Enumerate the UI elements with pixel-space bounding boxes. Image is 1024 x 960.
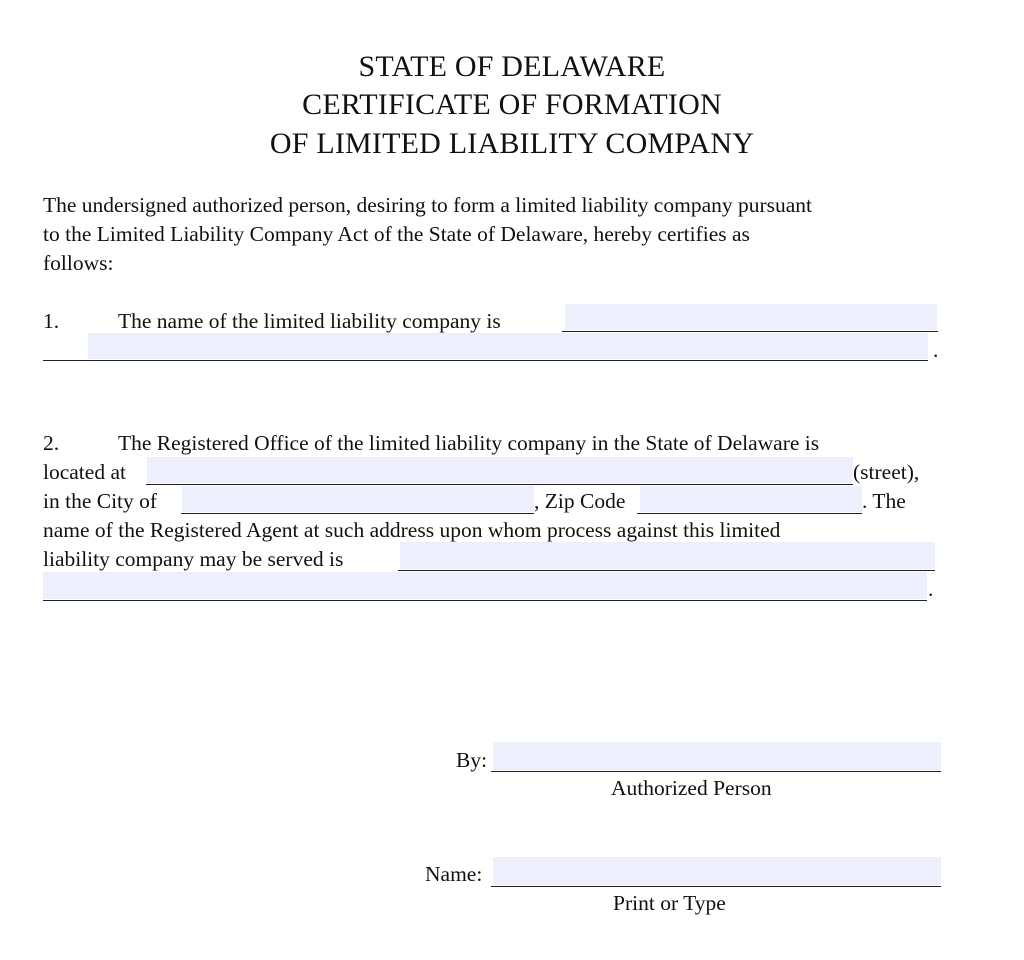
intro-line-2: to the Limited Liability Company Act of the State of Delaware, hereby certifies as [43,222,750,246]
registered-agent-field-line-2[interactable] [43,572,927,599]
company-name-field-line-1[interactable] [565,304,937,330]
section-2-number: 2. [43,431,60,455]
city-field[interactable] [182,486,534,512]
street-suffix: (street), [853,460,920,484]
authorized-person-caption: Authorized Person [611,776,772,800]
zip-code-field[interactable] [640,486,862,512]
company-name-underline-1 [562,331,938,332]
document-title-llc: OF LIMITED LIABILITY COMPANY [269,127,755,160]
section-2-line-1: The Registered Office of the limited liability company in the State of Delaware is [118,431,820,455]
section-2-period: . [928,577,934,601]
located-at-label: located at [43,460,126,484]
registered-agent-underline-1 [398,570,935,571]
registered-agent-field-line-1[interactable] [400,542,935,569]
registered-agent-label: liability company may be served is [43,547,344,571]
by-label: By: [456,748,488,772]
intro-line-3: follows: [43,251,114,275]
by-signature-field[interactable] [493,742,941,770]
section-1-period: . [933,338,939,362]
street-underline [146,484,853,485]
section-2-line-4: name of the Registered Agent at such address upon whom process against this limited [43,518,781,542]
city-underline [181,513,534,514]
document-title-state: STATE OF DELAWARE [358,50,666,83]
section-1-label: The name of the limited liability company is [118,309,501,333]
zip-suffix: . The [862,489,906,513]
registered-agent-underline-2 [43,600,927,601]
company-name-underline-2 [43,360,928,361]
zip-code-underline [637,513,862,514]
intro-line-1: The undersigned authorized person, desiring to form a limited liability company pursuant [43,193,813,217]
printed-name-field[interactable] [493,857,941,885]
name-label: Name: [425,862,483,886]
company-name-field-line-2[interactable] [88,333,928,359]
street-field[interactable] [147,457,853,483]
section-1-number: 1. [43,309,60,333]
by-underline [491,771,941,772]
print-or-type-caption: Print or Type [613,891,726,915]
city-label: in the City of [43,489,158,513]
zip-label: , Zip Code [534,489,626,513]
name-underline [491,886,941,887]
document-title-certificate: CERTIFICATE OF FORMATION [302,88,722,121]
